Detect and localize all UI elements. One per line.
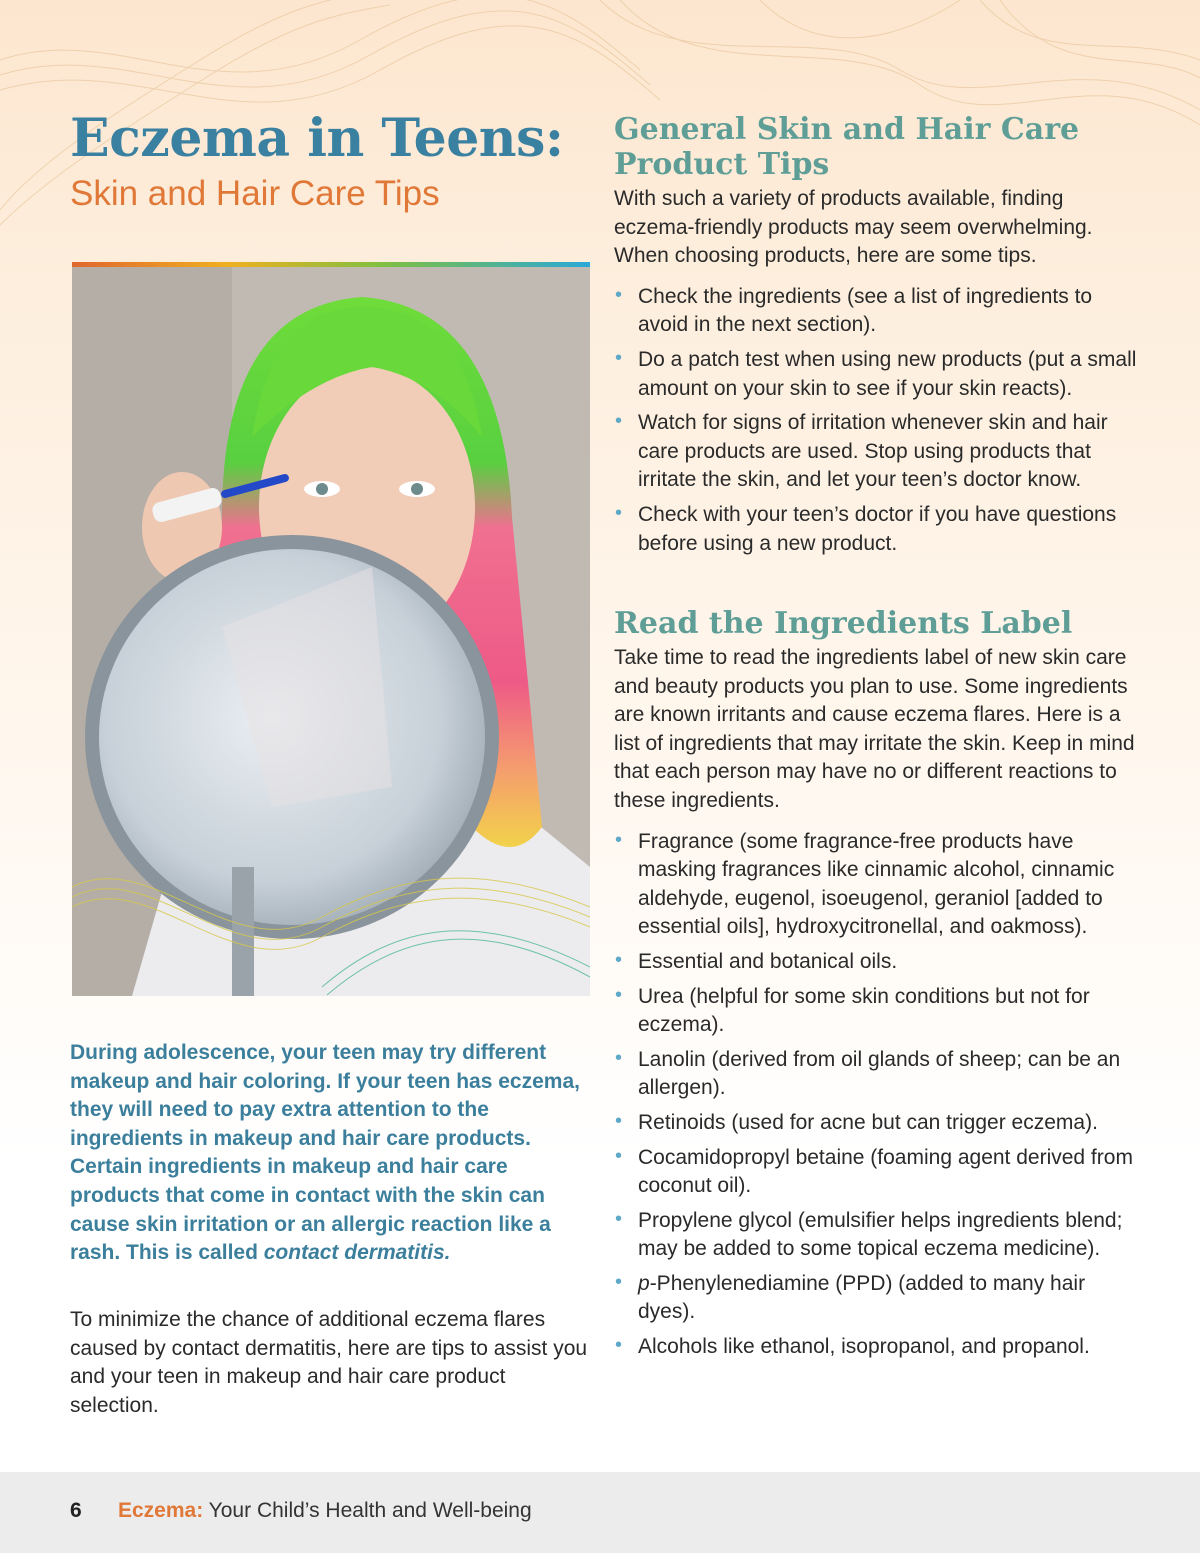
list-item: • Do a patch test when using new products (put a small amount on your skin to see if your skin reacts). — [614, 346, 1144, 403]
list-item: • Retinoids (used for acne but can trigger eczema). — [614, 1109, 1144, 1138]
intro-highlight-term: contact dermatitis. — [263, 1241, 451, 1265]
footer-title-rest: Your Child’s Health and Well-being — [203, 1499, 532, 1522]
ingredients-intro: Take time to read the ingredients label of new skin care and beauty products you plan to use. Some ingredients are known irritants and cause eczema flares. Here is a list of ingredients that may irritate the skin. Keep in mind that each person may have no or different reactions to these ingredients. — [614, 646, 1135, 812]
intro-paragraph: To minimize the chance of additional eczema flares caused by contact dermatitis, here are tips to assist you and your teen in makeup and hair care product selection. — [70, 1308, 588, 1417]
intro-highlight-text: During adolescence, your teen may try different makeup and hair coloring. If your teen has eczema, they will need to pay extra attention to the ingredients in makeup and hair care products. Certain ingredients in makeup and hair care products that come in contact with the skin can cause skin irritation or an allergic reaction like a rash. This is called — [70, 1041, 580, 1265]
page-number: 6 — [70, 1499, 82, 1522]
teen-makeup-photo — [72, 267, 590, 996]
list-item: • Essential and botanical oils. — [614, 948, 1144, 977]
ingredients-heading: Read the Ingredients Label — [614, 606, 1073, 641]
list-item: • Cocamidopropyl betaine (foaming agent derived from coconut oil). — [614, 1144, 1144, 1201]
list-item: • Alcohols like ethanol, isopropanol, and propanol. — [614, 1333, 1144, 1362]
general-tips-heading-line1: General Skin and Hair Care — [614, 112, 1080, 147]
page-title: Eczema in Teens: — [70, 108, 564, 169]
footer-title-accent: Eczema: — [118, 1499, 204, 1522]
list-item: • Check the ingredients (see a list of ingredients to avoid in the next section). — [614, 283, 1144, 340]
ingredients-list — [614, 828, 1144, 1362]
intro-highlight — [70, 1039, 595, 1268]
general-tips-intro: With such a variety of products available, finding eczema-friendly products may seem overwhelming. When choosing products, here are some tips. — [614, 187, 1093, 268]
general-tips-list — [614, 283, 1144, 558]
general-tips-heading — [614, 112, 1144, 182]
ingredients-section — [614, 606, 1144, 1368]
list-item: • Urea (helpful for some skin conditions but not for eczema). — [614, 983, 1144, 1040]
list-item — [614, 1270, 1144, 1327]
general-tips-heading-line2: Product Tips — [614, 147, 830, 182]
ppd-text: -Phenylenediamine (PPD) (added to many hair dyes). — [638, 1271, 1086, 1324]
list-item: • Check with your teen’s doctor if you have questions before using a new product. — [614, 501, 1144, 558]
list-item: • Watch for signs of irritation whenever skin and hair care products are used. Stop using products that irritate the skin, and let your teen’s doctor know. — [614, 409, 1144, 495]
footer-title — [118, 1499, 532, 1523]
list-item: • Fragrance (some fragrance-free products have masking fragrances like cinnamic alcohol, cinnamic aldehyde, eugenol, isoeugenol, geraniol [added to essential oils], hydroxycitronellal, and oakmoss). — [614, 828, 1144, 942]
list-item: • Lanolin (derived from oil glands of sheep; can be an allergen). — [614, 1046, 1144, 1103]
general-tips-section — [614, 112, 1144, 564]
page-subtitle: Skin and Hair Care Tips — [70, 174, 440, 213]
ppd-prefix: p — [638, 1271, 650, 1295]
list-item: • Propylene glycol (emulsifier helps ingredients blend; may be added to some topical eczema medicine). — [614, 1207, 1144, 1264]
